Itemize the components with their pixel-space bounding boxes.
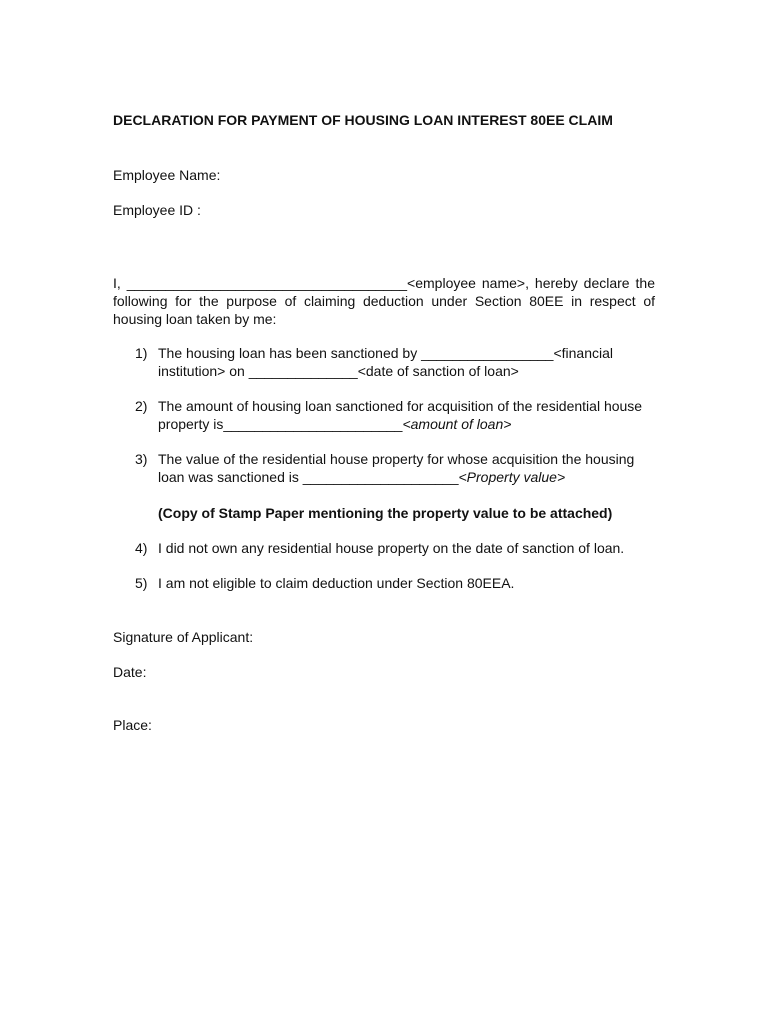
item-number: 1) — [135, 345, 148, 361]
employee-name-placeholder: <employee name>, — [407, 275, 529, 291]
signature-label: Signature of Applicant: — [113, 629, 254, 645]
list-item — [113, 397, 655, 433]
document-body — [113, 111, 655, 734]
declaration-items-continued — [113, 539, 655, 592]
place-label: Place: — [113, 717, 152, 733]
list-item — [113, 574, 655, 592]
declaration-prefix: I, — [113, 275, 121, 291]
financial-institution-placeholder: <financial institution> — [158, 345, 614, 379]
item-number: 2) — [135, 398, 148, 414]
document-title: DECLARATION FOR PAYMENT OF HOUSING LOAN INTEREST 80EE CLAIM — [113, 112, 613, 128]
financial-institution-blank: _________________ — [421, 345, 554, 361]
item-text: I did not own any residential house property on the date of sanction of loan. — [158, 540, 625, 556]
item-text: The housing loan has been sanctioned by — [158, 345, 422, 361]
declaration-text: hereby declare the following for the purpose of claiming deduction under Section 80EE in respect of housing loan taken by me: — [113, 275, 656, 327]
item-number: 5) — [135, 575, 148, 591]
item-text: on — [225, 363, 249, 379]
employee-name-blank: ____________________________________ — [126, 275, 408, 291]
employee-name-label: Employee Name: — [113, 167, 221, 183]
sanction-date-placeholder: <date of sanction of loan> — [357, 363, 519, 379]
property-value-blank: ____________________ — [302, 469, 459, 485]
sanction-date-blank: ______________ — [248, 363, 358, 379]
list-item — [113, 344, 655, 380]
list-item — [113, 450, 655, 486]
item-number: 4) — [135, 540, 148, 556]
employee-id-label: Employee ID : — [113, 202, 201, 218]
loan-amount-placeholder: <amount of loan> — [402, 416, 512, 432]
item-number: 3) — [135, 451, 148, 467]
item-text: I am not eligible to claim deduction under Section 80EEA. — [158, 575, 515, 591]
loan-amount-blank: _______________________ — [223, 416, 403, 432]
stamp-paper-note: (Copy of Stamp Paper mentioning the property value to be attached) — [158, 505, 613, 521]
declaration-paragraph — [113, 274, 655, 328]
item-text: The amount of housing loan sanctioned for acquisition of the residential house property is — [158, 398, 643, 432]
date-label: Date: — [113, 664, 147, 680]
declaration-items — [113, 344, 655, 486]
list-item — [113, 539, 655, 557]
item-text: The value of the residential house property for whose acquisition the housing loan was sanctioned is — [158, 451, 635, 485]
property-value-placeholder: <Property value> — [458, 469, 566, 485]
